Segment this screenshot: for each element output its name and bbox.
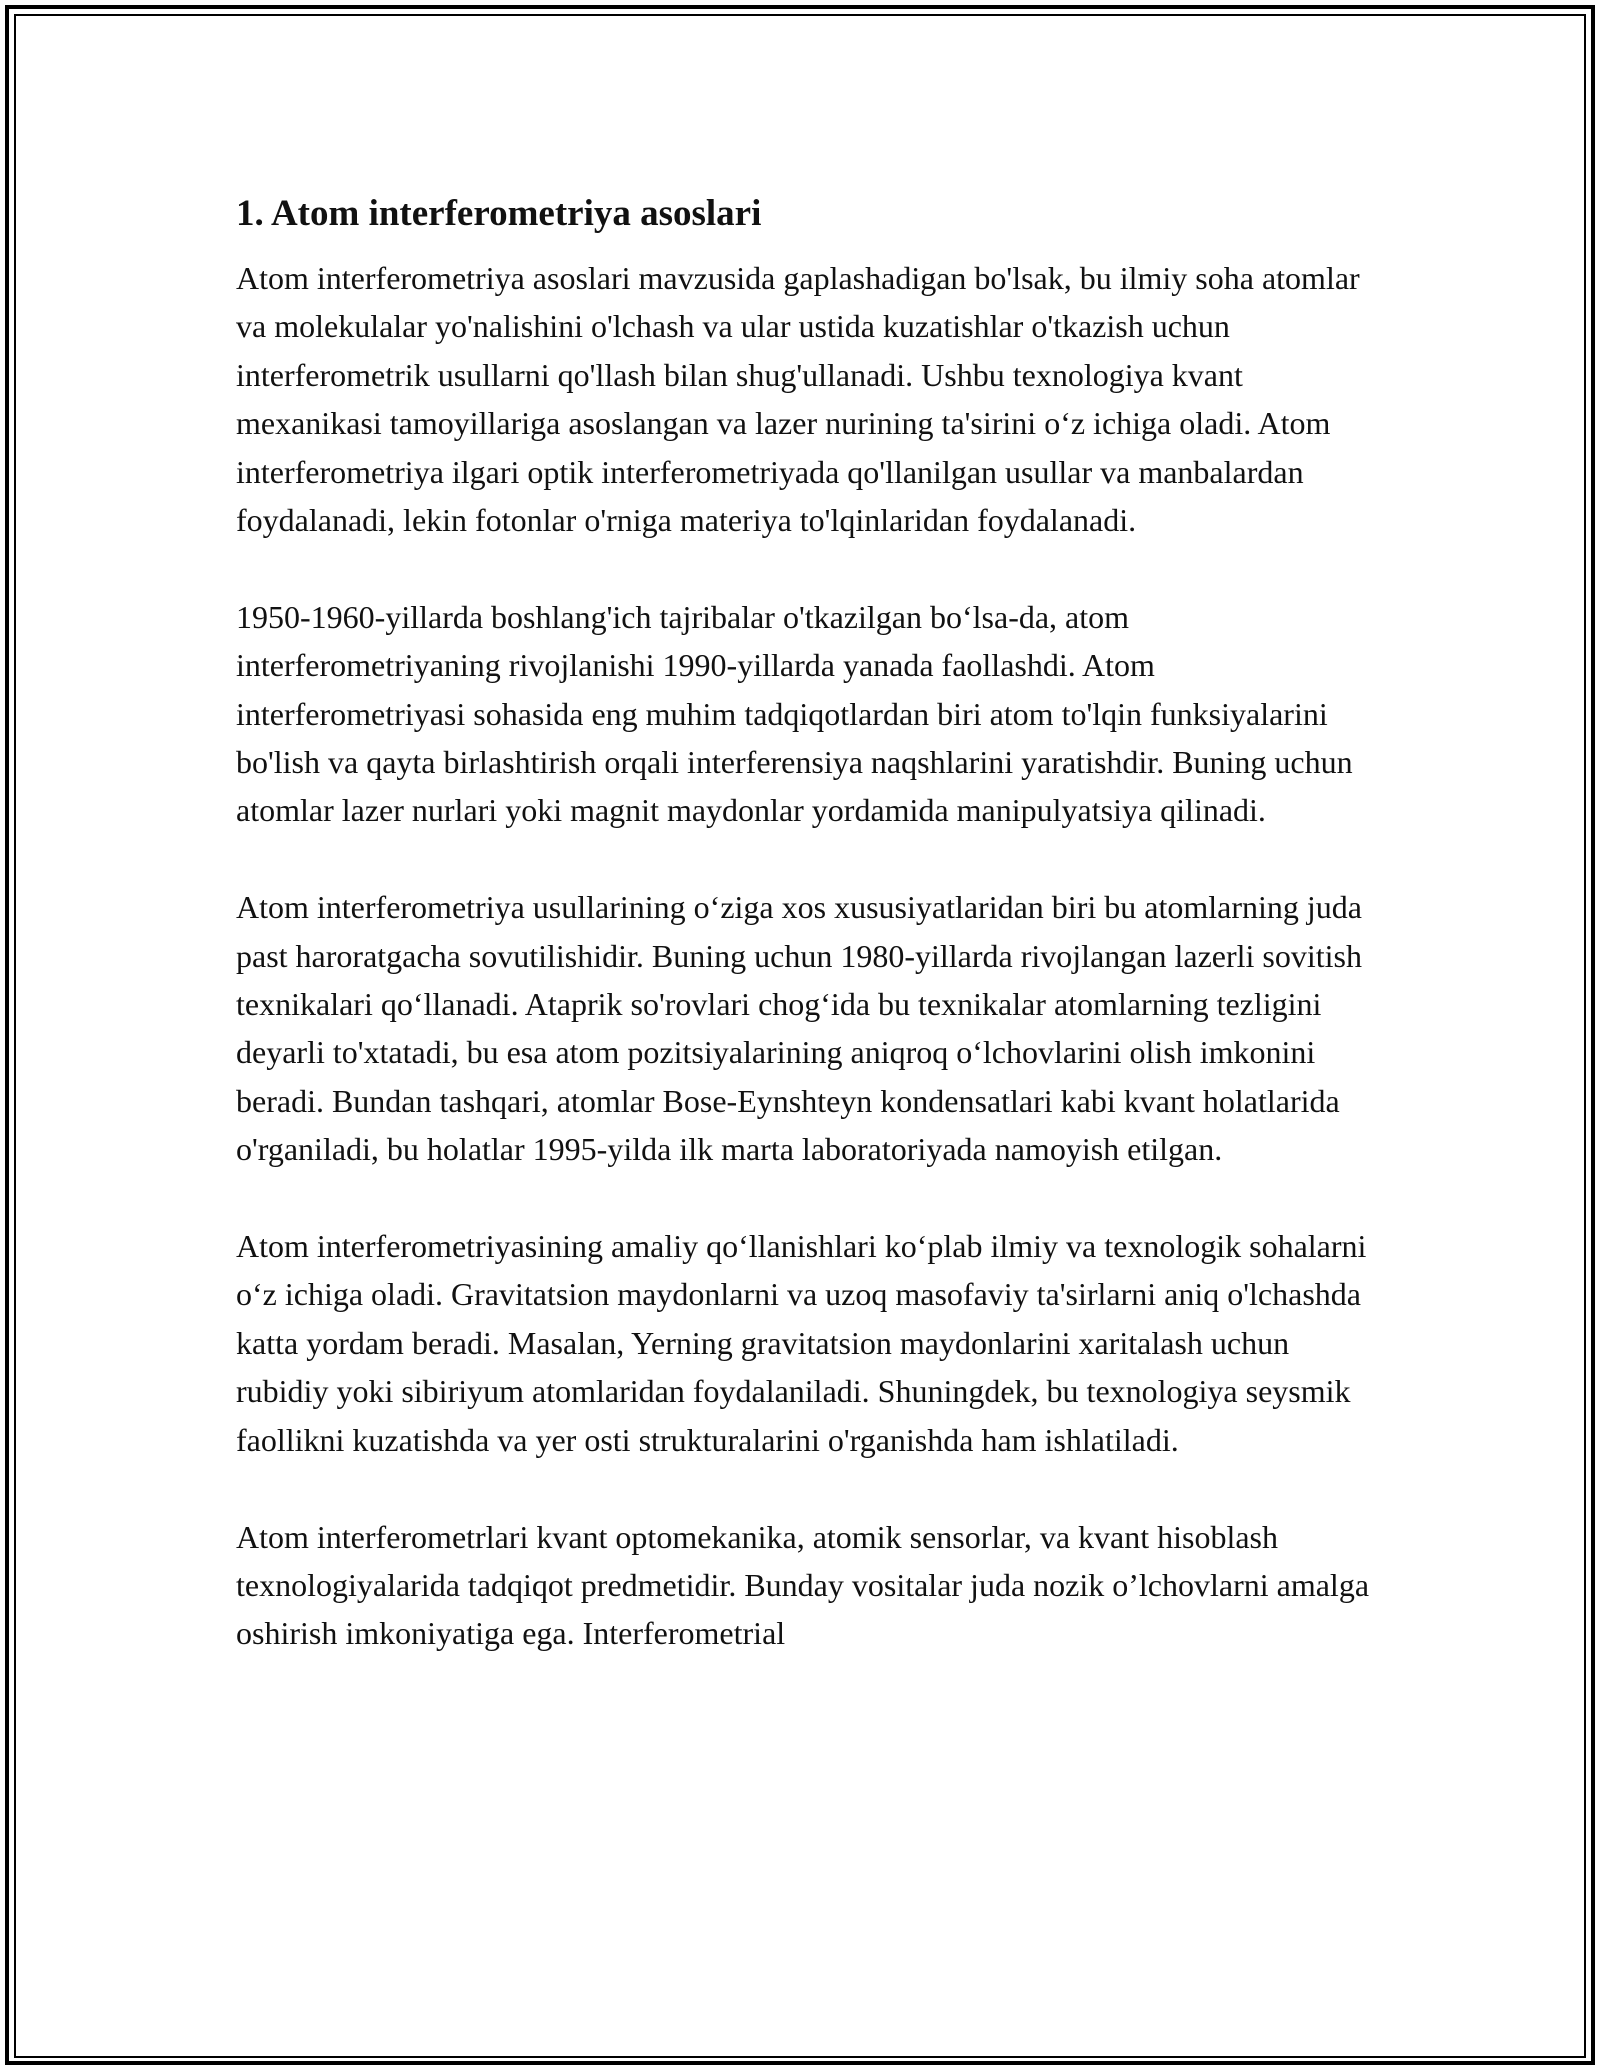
paragraph-3: Atom interferometriya usullarining o‘ziga xos xususiyatlaridan biri bu atomlarning juda past haroratgacha sovutilishidir. Buning uchun 1980-yillarda rivojlangan lazerli sovitish texnikalari qo‘llanadi. Ataprik so'rovlari chog‘ida bu texnikalar atomlarning tezligini deyarli to'xtatadi, bu esa atom pozitsiyalarining aniqroq o‘lchovlarini olish imkonini beradi. Bundan tashqari, atomlar Bose-Eynshteyn kondensatlari kabi kvant holatlarida o'rganiladi, bu holatlar 1995-yilda ilk marta laboratoriyada namoyish etilgan.: [236, 889, 1362, 1168]
paragraph-4: Atom interferometriyasining amaliy qo‘llanishlari ko‘plab ilmiy va texnologik sohalarni o‘z ichiga oladi. Gravitatsion maydonlarni va uzoq masofaviy ta'sirlarni aniq o'lchashda katta yordam beradi. Masalan, Yerning gravitatsion maydonlarini xaritalash uchun rubidiy yoki sibiriyum atomlaridan foydalaniladi. Shuningdek, bu texnologiya seysmik faollikni kuzatishda va yer osti strukturalarini o'rganishda ham ishlatiladi.: [236, 1228, 1367, 1458]
section-heading: 1. Atom interferometriya asoslari: [236, 193, 762, 234]
document-body: [236, 186, 1376, 1706]
paragraph-2: 1950-1960-yillarda boshlang'ich tajribalar o'tkazilgan bo‘lsa-da, atom interferometriyaning rivojlanishi 1990-yillarda yanada faollashdi. Atom interferometriyasi sohasida eng muhim tadqiqotlardan biri atom to'lqin funksiyalarini bo'lish va qayta birlashtirish orqali interferensiya naqshlarini yaratishdir. Buning uchun atomlar lazer nurlari yoki magnit maydonlar yordamida manipulyatsiya qilinadi.: [236, 598, 1353, 829]
paragraph-5: Atom interferometrlari kvant optomekanika, atomik sensorlar, va kvant hisoblash texnologiyalarida tadqiqot predmetidir. Bunday vositalar juda nozik o’lchovlarni amalga oshirish imkoniyatiga ega. Interferometrial: [236, 1518, 1370, 1652]
paragraph-1: Atom interferometriya asoslari mavzusida gaplashadigan bo'lsak, bu ilmiy soha atomlar va molekulalar yo'nalishini o'lchash va ular ustida kuzatishlar o'tkazish uchun interferometrik usullarni qo'llash bilan shug'ullanadi. Ushbu texnologiya kvant mexanikasi tamoyillariga asoslangan va lazer nurining ta'sirini o‘z ichiga oladi. Atom interferometriya ilgari optik interferometriyada qo'llanilgan usullar va manbalardan foydalanadi, lekin fotonlar o'rniga materiya to'lqinlaridan foydalanadi.: [236, 260, 1360, 539]
